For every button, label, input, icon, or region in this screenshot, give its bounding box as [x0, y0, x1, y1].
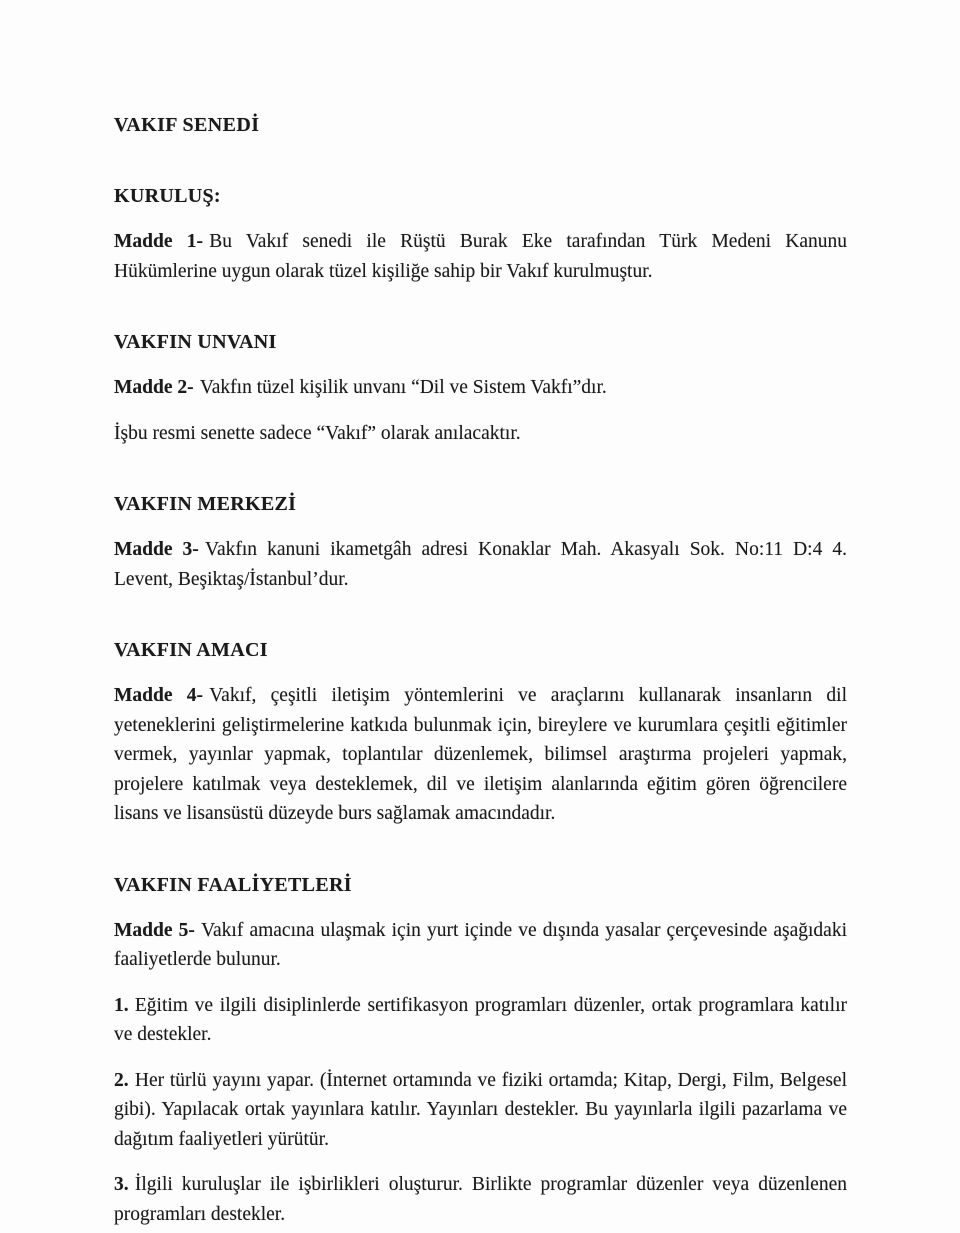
article-madde-1	[114, 227, 847, 286]
list-item-2	[114, 1066, 847, 1155]
article-text: Vakıf amacına ulaşmak için yurt içinde ve dışında yasalar çerçevesinde aşağıdaki faaliyetlerde bulunur.	[114, 919, 847, 970]
section-heading-vakfin-amaci: VAKFIN AMACI	[114, 639, 268, 661]
list-item-3	[114, 1170, 847, 1229]
list-item-text: Her türlü yayını yapar. (İnternet ortamında ve fiziki ortamda; Kitap, Dergi, Film, Belgesel gibi). Yapılacak ortak yayınlara katılır. Yayınları destekler. Bu yayınlarla ilgili pazarlama ve dağıtım faaliyetleri yürütür.	[114, 1069, 847, 1150]
section-heading-vakfin-merkezi: VAKFIN MERKEZİ	[114, 493, 297, 515]
list-item-number: 2.	[114, 1069, 129, 1091]
article-text: Vakfın tüzel kişilik unvanı “Dil ve Sistem Vakfı”dır.	[199, 377, 607, 398]
article-madde-3	[114, 535, 847, 594]
list-item-number: 3.	[114, 1174, 129, 1195]
article-text: Vakıf, çeşitli iletişim yöntemlerini ve araçlarını kullanarak insanların dil yeteneklerini geliştirmelerine katkıda bulunmak için, bireylere ve kurumlara çeşitli eğitimler vermek, yayınlar yapmak, toplantılar düzenlemek, bilimsel araştırma projeleri yapmak, projelere katılmak veya desteklemek, dil ve iletişim alanlarında eğitim gören öğrencilere lisans ve lisansüstü düzeyde burs sağlamak amacındadır.	[114, 685, 847, 824]
article-label: Madde 1-	[114, 231, 203, 252]
section-heading-vakfin-faaliyetleri: VAKFIN FAALİYETLERİ	[114, 873, 352, 896]
section-heading-vakfin-unvani: VAKFIN UNVANI	[114, 331, 277, 353]
article-label: Madde 3-	[114, 539, 199, 560]
article-madde-2	[114, 373, 847, 403]
article-label: Madde 4-	[114, 685, 204, 706]
article-label: Madde 2-	[114, 377, 194, 398]
article-madde-4	[114, 681, 847, 829]
article-text: İşbu resmi senette sadece “Vakıf” olarak anılacaktır.	[114, 422, 521, 444]
article-label: Madde 5-	[114, 919, 195, 941]
section-heading-kurulus: KURULUŞ:	[114, 185, 221, 207]
article-isbu-note	[114, 419, 847, 449]
list-item-1	[114, 991, 847, 1050]
article-text: Bu Vakıf senedi ile Rüştü Burak Eke tarafından Türk Medeni Kanunu Hükümlerine uygun olarak tüzel kişiliğe sahip bir Vakıf kurulmuştur.	[114, 231, 848, 282]
article-madde-5	[114, 916, 847, 975]
list-item-number: 1.	[114, 994, 129, 1016]
document-title: VAKIF SENEDİ	[114, 114, 260, 136]
list-item-text: İlgili kuruluşlar ile işbirlikleri oluşturur. Birlikte programlar düzenler veya düzenlenen programları destekler.	[114, 1174, 847, 1225]
article-text: Vakfın kanuni ikametgâh adresi Konaklar Mah. Akasyalı Sok. No:11 D:4 4. Levent, Beşiktaş/İstanbul’dur.	[114, 539, 848, 590]
list-item-text: Eğitim ve ilgili disiplinlerde sertifikasyon programları düzenler, ortak programlara katılır ve destekler.	[114, 994, 847, 1045]
